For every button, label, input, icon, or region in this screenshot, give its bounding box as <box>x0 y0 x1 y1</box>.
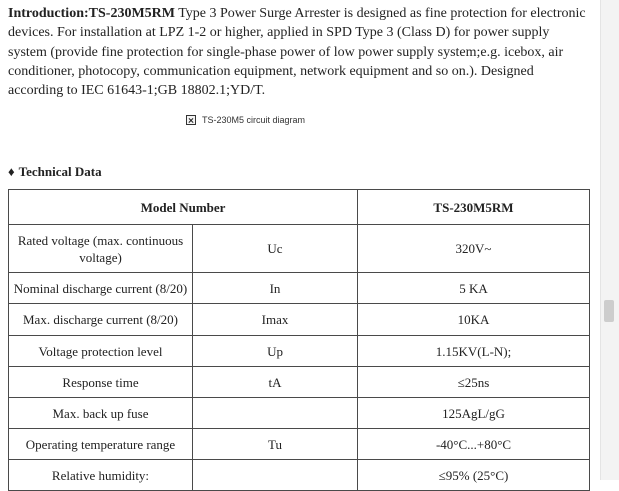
param-cell: Rated voltage (max. continuous voltage) <box>9 225 193 273</box>
value-cell: ≤95% (25°C) <box>358 460 590 491</box>
intro-paragraph <box>8 4 588 100</box>
symbol-cell: Uc <box>193 225 358 273</box>
symbol-cell: In <box>193 273 358 304</box>
table-header-row <box>9 190 590 225</box>
table-row <box>9 367 590 398</box>
param-cell: Max. back up fuse <box>9 398 193 429</box>
param-cell: Operating temperature range <box>9 429 193 460</box>
broken-image-icon <box>186 115 196 125</box>
model-number-value: TS-230M5RM <box>358 190 590 225</box>
technical-data-table <box>8 189 590 491</box>
diamond-bullet-icon: ♦ <box>8 164 15 179</box>
value-cell: 1.15KV(L-N); <box>358 336 590 367</box>
value-cell: 320V~ <box>358 225 590 273</box>
symbol-cell: Up <box>193 336 358 367</box>
param-cell: Voltage protection level <box>9 336 193 367</box>
scrollbar-thumb[interactable] <box>604 300 614 322</box>
technical-data-title: Technical Data <box>18 164 102 179</box>
page-scrollbar[interactable] <box>600 0 619 480</box>
table-row <box>9 429 590 460</box>
param-cell: Max. discharge current (8/20) <box>9 304 193 336</box>
circuit-diagram-image[interactable] <box>186 113 305 127</box>
table-row <box>9 273 590 304</box>
param-cell: Nominal discharge current (8/20) <box>9 273 193 304</box>
intro-text: Type 3 Power Surge Arrester is designed as fine protection for electronic devices. For installation at LPZ 1-2 or higher, applied in SPD Type 3 (Class D) for power supply system (provide fine protection for single-phase power of low power supply system;e.g. icebox, air conditioner, photocopy, communication equipment, network equipment and so on.). Designed according to IEC 61643-1;GB 18802.1;YD/T. <box>8 6 586 99</box>
intro-model: TS-230M5RM <box>88 6 175 21</box>
symbol-cell: Imax <box>193 304 358 336</box>
table-row <box>9 336 590 367</box>
symbol-cell <box>193 460 358 491</box>
value-cell: 5 KA <box>358 273 590 304</box>
value-cell: ≤25ns <box>358 367 590 398</box>
value-cell: -40°C...+80°C <box>358 429 590 460</box>
table-row <box>9 225 590 273</box>
table-row <box>9 460 590 491</box>
table-row <box>9 304 590 336</box>
param-cell: Response time <box>9 367 193 398</box>
table-row <box>9 398 590 429</box>
model-number-header: Model Number <box>9 190 358 225</box>
symbol-cell <box>193 398 358 429</box>
param-cell: Relative humidity: <box>9 460 193 491</box>
symbol-cell: Tu <box>193 429 358 460</box>
symbol-cell: tA <box>193 367 358 398</box>
circuit-diagram-caption: TS-230M5 circuit diagram <box>202 115 306 125</box>
value-cell: 125AgL/gG <box>358 398 590 429</box>
value-cell: 10KA <box>358 304 590 336</box>
technical-data-heading <box>8 164 102 180</box>
intro-lead: Introduction: <box>8 6 89 21</box>
